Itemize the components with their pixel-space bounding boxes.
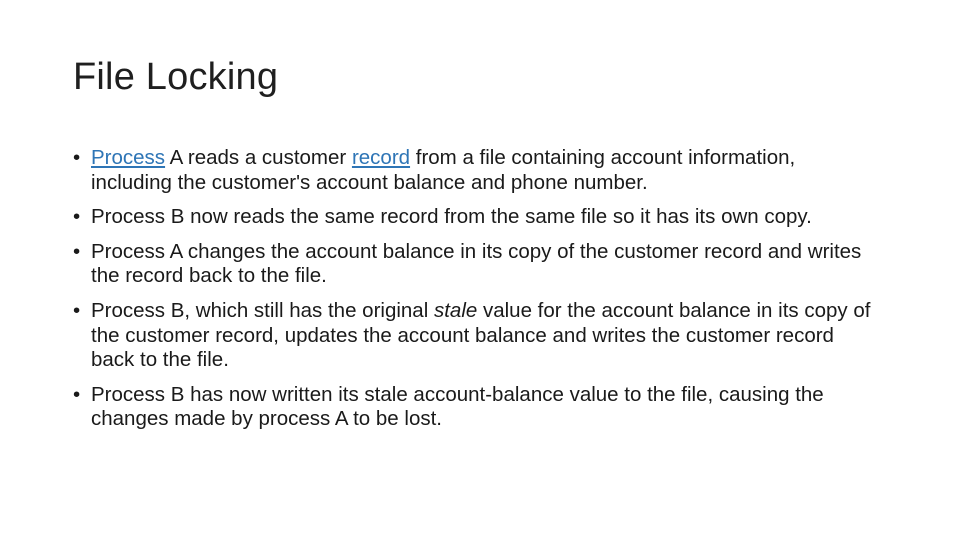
bullet-text: Process A changes the account balance in its copy of the customer record and writes the record back to the file. [91, 239, 862, 288]
process-link[interactable]: Process [91, 146, 166, 169]
bullet-text: A reads a customer [165, 146, 352, 169]
bullet-text: Process B has now written its stale account-balance value to the file, causing the changes made by process A to be lost. [91, 382, 824, 431]
bullet-item [73, 240, 873, 289]
bullet-item [73, 383, 873, 432]
slide-title: File Locking [73, 56, 279, 98]
stale-emphasis: stale [433, 298, 478, 322]
bullet-dot: • [73, 146, 81, 169]
bullet-list [73, 146, 873, 442]
bullet-item [73, 205, 873, 230]
bullet-dot: • [73, 239, 81, 263]
bullet-text: Process B now reads the same record from the same file so it has its own copy. [91, 205, 812, 229]
bullet-dot: • [73, 205, 81, 229]
bullet-item [73, 146, 873, 195]
record-link[interactable]: record [351, 146, 411, 169]
bullet-item [73, 299, 873, 373]
bullet-text: value for the account balance in its copy of the customer record, updates the account balance and writes the customer record back to the file. [91, 298, 871, 372]
bullet-text: Process B, which still has the original [91, 298, 434, 322]
bullet-text: from a file containing account information, including the customer's account balance and phone number. [91, 146, 796, 194]
bullet-dot: • [73, 382, 81, 406]
bullet-dot: • [73, 298, 81, 322]
